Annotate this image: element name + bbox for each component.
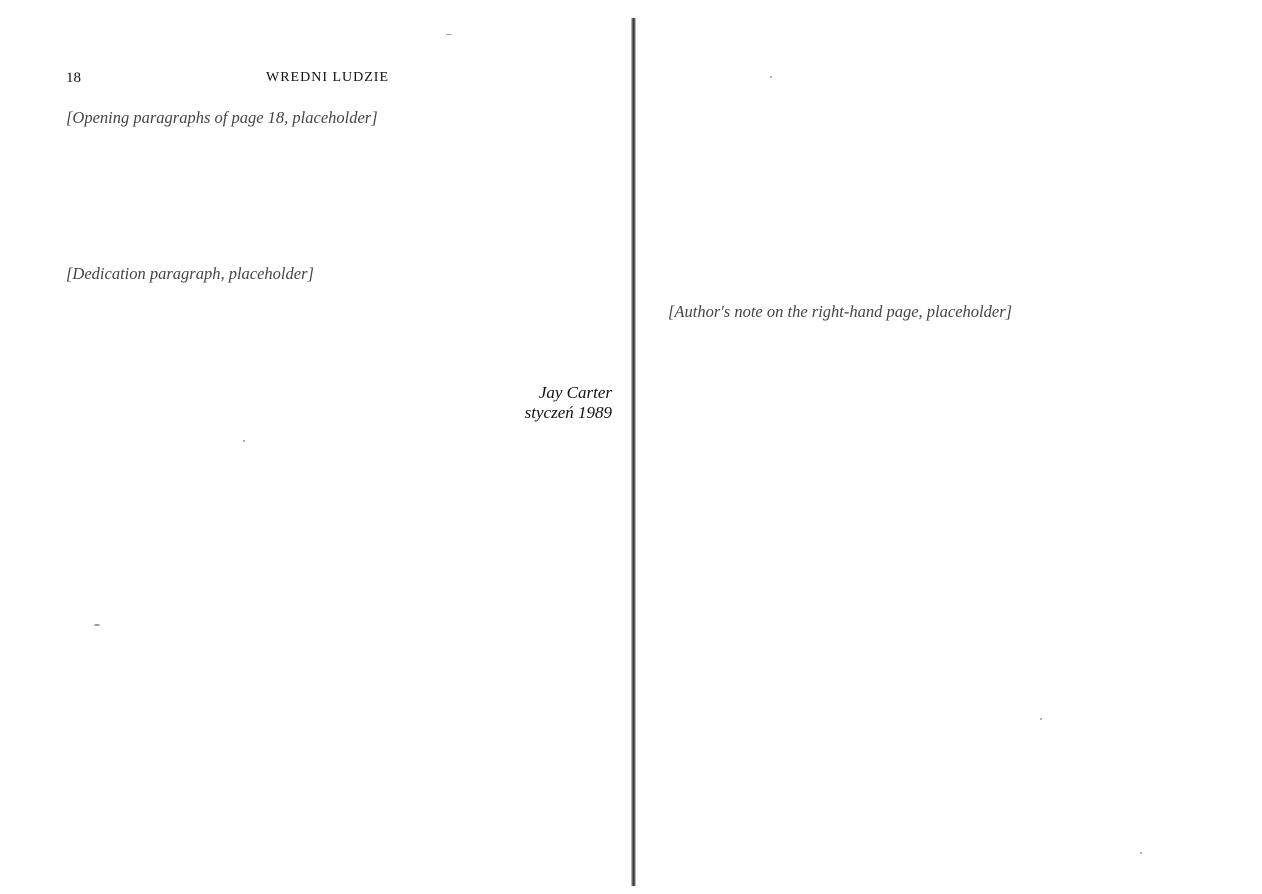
running-title: WREDNI LUDZIE — [266, 70, 390, 85]
page-header — [66, 70, 614, 90]
placeholder-block: [Opening paragraphs of page 18, placeholder] — [66, 108, 378, 127]
scan-speck — [446, 34, 452, 35]
author-signature: Jay Carter — [538, 383, 612, 402]
placeholder-block: [Author's note on the right-hand page, placeholder] — [668, 302, 1013, 321]
left-page — [0, 0, 630, 894]
scan-speck — [770, 76, 772, 78]
signature-date: styczeń 1989 — [524, 403, 612, 422]
scan-speck — [94, 624, 100, 626]
book-gutter — [631, 18, 636, 886]
scan-speck — [243, 440, 245, 442]
scan-speck — [1040, 718, 1042, 720]
page-number: 18 — [66, 70, 81, 86]
scan-speck — [1140, 852, 1142, 854]
right-page — [640, 0, 1262, 894]
signature-block — [525, 383, 612, 423]
placeholder-block: [Dedication paragraph, placeholder] — [66, 264, 314, 283]
